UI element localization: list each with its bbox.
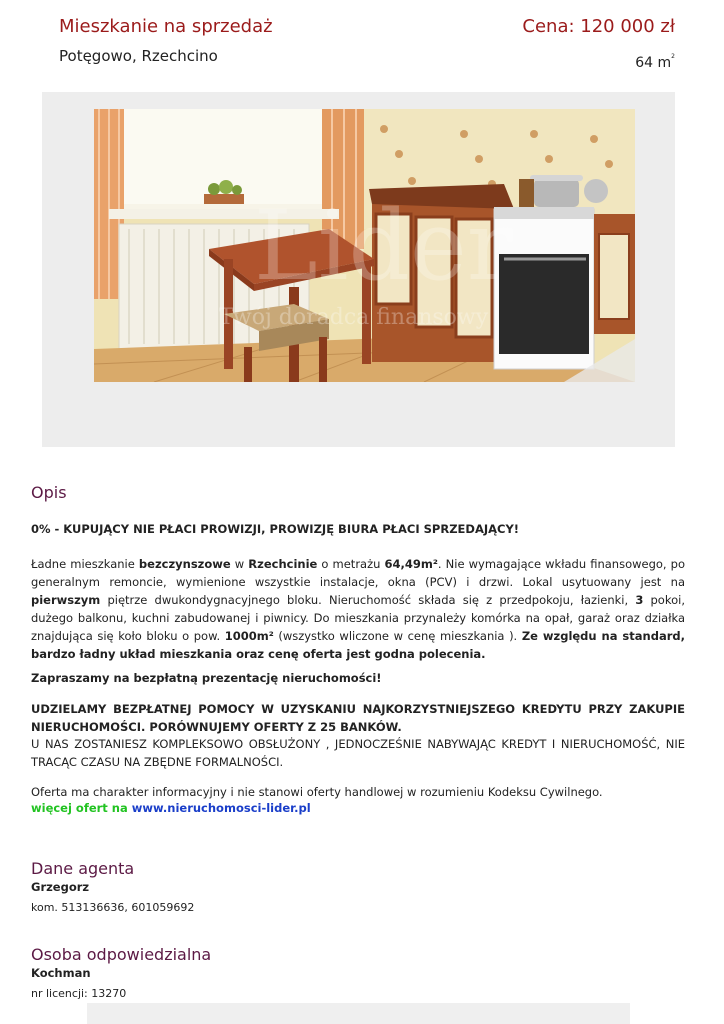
listing-location: Potęgowo, Rzechcino <box>59 47 218 65</box>
listing-area <box>635 53 675 71</box>
listing-price: Cena: 120 000 zł <box>522 16 675 37</box>
kitchen-photo-illustration <box>94 109 635 382</box>
listing-photo[interactable] <box>94 109 635 382</box>
agent-heading: Dane agenta <box>31 859 135 878</box>
service-text: U NAS ZOSTANIESZ KOMPLEKSOWO OBSŁUŻONY , JEDNOCZEŚNIE NABYWAJĄC KREDYT I NIERUCHOMOŚĆ, NIE TRACĄC CZASU NA ZBĘDNE FORMALNOŚCI. <box>31 737 685 769</box>
presentation-invite: Zapraszamy na bezpłatną prezentację nieruchomości! <box>31 671 382 685</box>
area-unit-superscript: 2 <box>671 53 675 60</box>
responsible-heading: Osoba odpowiedzialna <box>31 945 212 964</box>
agent-name: Grzegorz <box>31 880 90 894</box>
watermark-tagline: Twój doradca finansowy <box>219 305 489 330</box>
credit-help-text: UDZIELAMY BEZPŁATNEJ POMOCY W UZYSKANIU NAJKORZYSTNIEJSZEGO KREDYTU PRZY ZAKUPIE NIERUCHOMOŚCI. PORÓWNUJEMY OFERTY Z 25 BANKÓW. <box>31 702 685 734</box>
area-value: 64 m <box>635 55 672 71</box>
website-link[interactable]: www.nieruchomosci-lider.pl <box>131 801 311 815</box>
legal-note: Oferta ma charakter informacyjny i nie stanowi oferty handlowej w rozumieniu Kodeksu Cywilnego. <box>31 785 603 799</box>
agent-phone: kom. 513136636, 601059692 <box>31 901 195 914</box>
more-offers <box>31 799 685 817</box>
description-paragraph: Ładne mieszkanie bezczynszowe w Rzechcinie o metrażu 64,49m². Nie wymagające wkładu finansowego, po generalnym remoncie, wymienione wszystkie instalacje, okna (PCV) i drzwi. Lokal usytuowany jest na pierwszym piętrze dwukondygnacyjnego bloku. Nieruchomość składa się z przedpokoju, łazienki, 3 pokoi, dużego balkonu, kuchni zabudowanej i piwnicy. Do mieszkania przynależy komórka na opał, garaż oraz działka znajdująca się koło bloku o pow. 1000m² (wszystko wliczone w cenę mieszkania ). Ze względu na standard, bardzo ładny układ mieszkania oraz cenę oferta jest godna polecenia. <box>31 557 685 661</box>
more-offers-label: więcej ofert na <box>31 801 132 815</box>
listing-title: Mieszkanie na sprzedaż <box>59 16 273 37</box>
description-heading: Opis <box>31 483 67 502</box>
watermark-logo: Lider <box>254 190 513 302</box>
responsible-license: nr licencji: 13270 <box>31 987 127 1000</box>
map-preview <box>87 1003 630 1024</box>
description-intro: 0% - KUPUJĄCY NIE PŁACI PROWIZJI, PROWIZJĘ BIURA PŁACI SPRZEDAJĄCY! <box>31 522 520 536</box>
responsible-name: Kochman <box>31 966 91 980</box>
